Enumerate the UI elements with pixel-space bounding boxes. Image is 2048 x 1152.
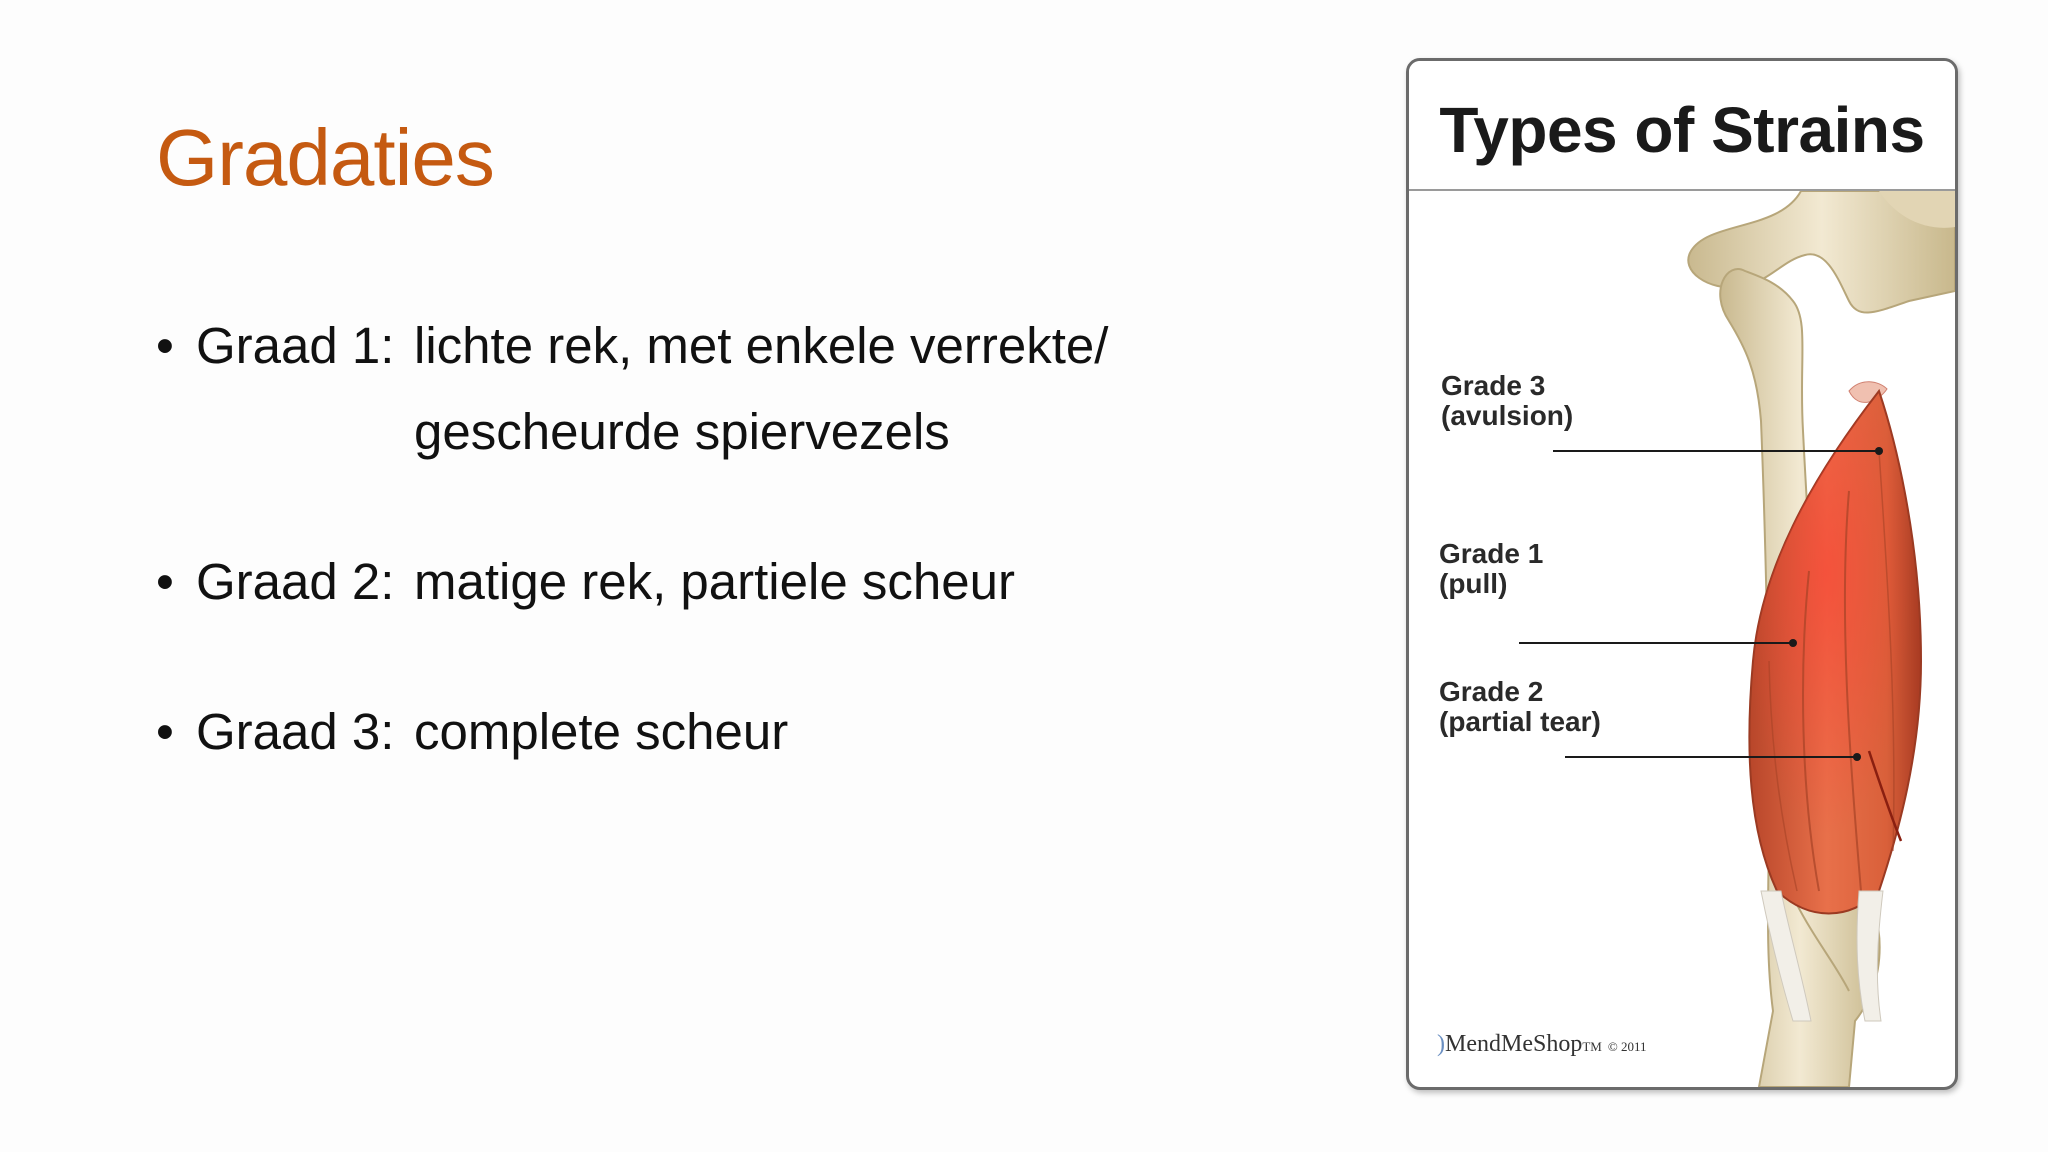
bullet-text: complete scheur <box>414 703 789 760</box>
bullet-label: Graad 2: <box>196 553 395 610</box>
brand-watermark <box>1437 1031 1647 1058</box>
grade-3-marker-dot <box>1875 447 1883 455</box>
grade-2-label-title: Grade 2 <box>1439 676 1544 707</box>
grade-2-label <box>1439 677 1601 737</box>
bullet-label: Graad 3: <box>196 703 395 760</box>
bullet-label: Graad 1: <box>196 317 395 374</box>
figure-title: Types of Strains <box>1439 94 1925 166</box>
grade-1-label-title: Grade 1 <box>1439 538 1544 569</box>
bullet-marker: • <box>156 317 174 374</box>
bullet-marker: • <box>156 553 174 610</box>
slide-title: Gradaties <box>156 113 494 202</box>
brand-mark-icon: ) <box>1437 1031 1445 1057</box>
bullet-text-continuation: gescheurde spiervezels <box>414 403 950 460</box>
brand-name: MendMeShop <box>1445 1031 1583 1057</box>
grade-3-label-title: Grade 3 <box>1441 370 1546 401</box>
grade-3-label-subtitle: (avulsion) <box>1441 400 1574 431</box>
grade-2-label-subtitle: (partial tear) <box>1439 706 1601 737</box>
brand-year: © 2011 <box>1607 1039 1647 1054</box>
bullet-text: lichte rek, met enkele verrekte/ <box>414 317 1109 374</box>
grade-3-label <box>1441 371 1573 431</box>
strain-types-figure <box>1406 58 1958 1090</box>
grade-1-label-subtitle: (pull) <box>1439 568 1508 599</box>
grade-1-label <box>1439 539 1543 599</box>
bullet-marker: • <box>156 703 174 760</box>
grade-1-marker-dot <box>1789 639 1797 647</box>
figure-header <box>1409 61 1955 191</box>
bullet-text: matige rek, partiele scheur <box>414 553 1015 610</box>
brand-tm: TM <box>1582 1039 1602 1054</box>
grade-2-marker-dot <box>1853 753 1861 761</box>
thigh-muscle-illustration <box>1409 191 1955 1087</box>
